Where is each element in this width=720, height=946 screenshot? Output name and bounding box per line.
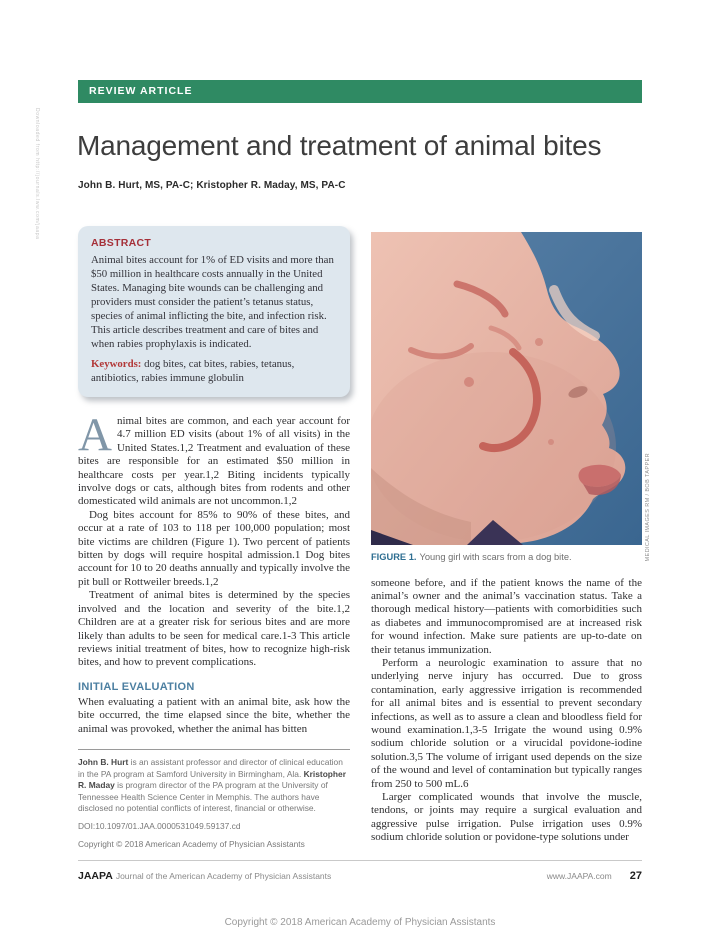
figure-1 <box>371 232 651 564</box>
paragraph: Perform a neurologic examination to assure that no underlying nerve injury has occurred. Due to gross contamination, early aggressive irrigation is recommended for all animal bites and is essential to prevent secondary infections, as well as to assure a clean and bloodless field for wound examination.1,3-5 Irrigate the wound using 0.9% sodium chloride solution or a virucidal povidone-iodine solution.3,5 The volume of irrigant used depends on the size of the wound and level of contamination but typically ranges from 250 to 500 mL.6 <box>371 656 642 790</box>
left-column <box>78 226 350 850</box>
dropcap: A <box>78 409 112 461</box>
figure-caption <box>371 551 642 564</box>
author-footnote <box>78 749 350 850</box>
paragraph-opener <box>78 409 350 509</box>
paragraph: Larger complicated wounds that involve the muscle, tendons, or joints may require a surgical evaluation and aggressive pulse irrigation. Pulse irrigation uses 0.9% sodium chloride solution or povidone-type solutions under <box>371 791 642 844</box>
paragraph: someone before, and if the patient knows the name of the animal’s owner and the animal’s vaccination status. Take a thorough medical history—patients with comorbidities such as diabetes and immunocompromised are at increased risk for wound infection. Make sure patients are up-to-date on their tetanus immunization. <box>371 576 642 656</box>
section-heading-initial-evaluation: INITIAL EVALUATION <box>78 680 195 693</box>
footer-right <box>547 866 642 884</box>
keywords-text: dog bites, cat bites, rabies, tetanus, antibiotics, rabies immune globulin <box>91 358 295 384</box>
girl-profile-photo-illustration <box>371 232 642 545</box>
author2-bio-text: is program director of the PA program at the University of Tennessee Health Science Center in Memphis. The authors have disclosed no potential conflicts of interest, financial or otherwise. <box>78 780 328 814</box>
author-bio <box>78 757 350 815</box>
figure-label: FIGURE 1. <box>371 552 417 562</box>
journal-abbreviation: JAAPA <box>78 870 113 882</box>
abstract-body: Animal bites account for 1% of ED visits and more than $50 million in healthcare costs annually in the United States. Managing bite wounds can be challenging and providers must consider the patient’s tetanus status, species of animal inflicting the bite, and infection risk. This article describes treatment and care of bites and when rabies prophylaxis is indicated. <box>91 254 334 350</box>
copyright-line: Copyright © 2018 American Academy of Physician Assistants <box>78 838 305 849</box>
abstract-box <box>78 226 350 397</box>
journal-website: www.JAAPA.com <box>546 871 612 881</box>
paragraph: Treatment of animal bites is determined by the species involved and the location and severity of the bite.1,2 Children are at a greater risk for serious bites and are more likely than adults to be seen for medical care.1-3 This article reviews initial treatment of bites, how to recognize high-risk bites, and how to prevent complications. <box>78 589 350 669</box>
figure-photo <box>371 232 642 545</box>
bottom-copyright: Copyright © 2018 American Academy of Physician Assistants <box>224 917 496 928</box>
right-column <box>371 232 651 845</box>
abstract-heading: ABSTRACT <box>91 237 152 249</box>
authors-line: John B. Hurt, MS, PA-C; Kristopher R. Maday, MS, PA-C <box>78 180 346 191</box>
keywords-label: Keywords: <box>91 358 142 370</box>
paragraph: Dog bites account for 85% to 90% of these bites, and occur at a rate of 103 to 118 per 100,000 population; most bite victims are children (Figure 1). Two percent of patients bitten by dogs will require hospital admission.1 Dog bites account for 10 to 20 deaths annually and typically involve the pit bull or Rottweiler breeds.1,2 <box>78 508 350 588</box>
article-title: Management and treatment of animal bites <box>77 130 602 161</box>
abstract-keywords <box>91 357 337 385</box>
photo-credit: MEDICAL IMAGES RM / BOB TAPPER <box>645 453 651 562</box>
footer-rule <box>78 860 642 861</box>
article-type-banner <box>78 80 642 103</box>
doi-line: DOI:10.1097/01.JAA.0000531049.59137.cd <box>78 820 241 831</box>
paragraph-text: nimal bites are common, and each year account for 4.7 million ED visits (about 1% of all visits) in the United States.1,2 Treatment and evaluation of these bites are responsible for an estimated $50 million in healthcare costs per year.1,2 Biting incidents typically involve dogs or cats, although bites from rodents and other domesticated wild animals are not uncommon.1,2 <box>78 415 350 508</box>
author1-bio-text: is an assistant professor and director of clinical education in the PA program at Samford University in Birmingham, Ala. <box>78 756 343 779</box>
download-watermark: Downloaded from http://journals.lww.com/jaapa <box>34 108 40 240</box>
banner-label: REVIEW ARTICLE <box>89 85 193 97</box>
paragraph: When evaluating a patient with an animal bite, ask how the bite occurred, the time elapsed since the bite, whether the animal was provoked, whether the animal has bitten <box>78 695 350 735</box>
page-number: 27 <box>629 870 642 882</box>
author1-name: John B. Hurt <box>78 756 129 767</box>
page-footer <box>78 866 642 884</box>
journal-name: Journal of the American Academy of Physician Assistants <box>115 871 332 881</box>
figure-caption-text: Young girl with scars from a dog bite. <box>419 552 572 562</box>
author2-name: Kristopher R. Maday <box>78 768 346 791</box>
footer-journal <box>78 866 331 884</box>
